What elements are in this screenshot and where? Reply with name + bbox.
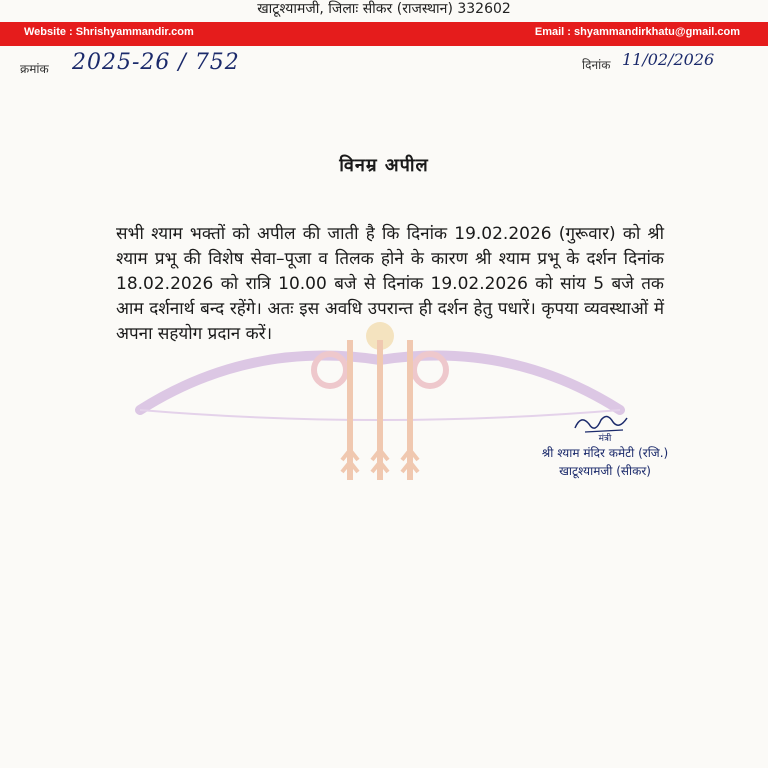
red-contact-band xyxy=(0,22,768,46)
header-address: खाटूश्यामजी, जिलाः सीकर (राजस्थान) 332602 xyxy=(257,1,511,17)
reference-row xyxy=(0,48,768,88)
appeal-body: सभी श्याम भक्तों को अपील की जाती है कि दिनांक 19.02.2026 (गुरूवार) को श्री श्याम प्रभू की विशेष सेवा–पूजा व तिलक होने के कारण श्री श्याम प्रभू के दर्शन दिनांक 18.02.2026 को रात्रि 10.00 बजे से दिनांक 19.02.2026 को सांय 5 बजे तक आम दर्शनार्थ बन्द रहेंगे। अतः इस अवधि उपरान्त ही दर्शन हेतु पधारें। कृपया व्यवस्थाओं में अपना सहयोग प्रदान करें। xyxy=(116,224,664,344)
page-title: विनम्र अपील xyxy=(339,155,429,176)
date-label: दिनांक xyxy=(582,58,611,72)
reference-number: 2025-26 / 752 xyxy=(72,50,240,75)
reference-label: क्रमांक xyxy=(20,62,49,76)
website-text: Website : Shrishyammandir.com xyxy=(24,26,194,38)
signatory-title: मंत्री xyxy=(598,434,612,444)
signature-icon xyxy=(565,408,645,444)
signatory-org: श्री श्याम मंदिर कमेटी (रजि.) xyxy=(541,446,669,460)
signatory-place: खाटूश्यामजी (सीकर) xyxy=(559,464,651,478)
email-text: Email : shyammandirkhatu@gmail.com xyxy=(534,26,740,38)
date-value: 11/02/2026 xyxy=(622,50,715,69)
